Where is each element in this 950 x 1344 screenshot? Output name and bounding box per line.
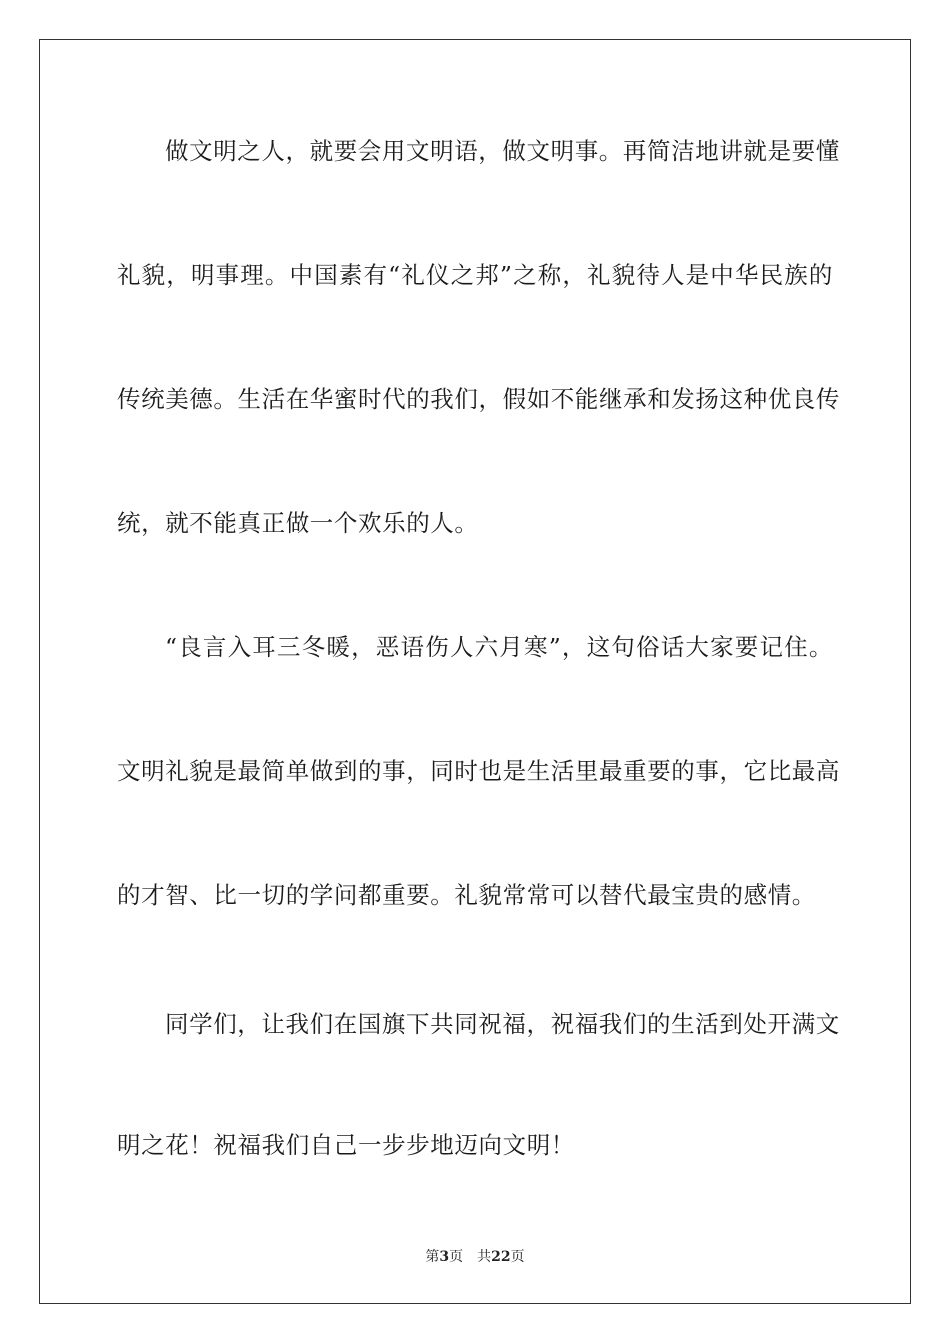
page-border <box>39 39 911 1304</box>
total-suffix: 页 <box>510 1249 525 1265</box>
paragraph-1-line-1: 做文明之人，就要会用文明语，做文明事。再简洁地讲就是要懂 <box>165 137 840 165</box>
page-suffix: 页 <box>449 1249 464 1265</box>
page-prefix: 第 <box>425 1249 440 1265</box>
page-number: 3 <box>439 1249 450 1265</box>
paragraph-1-line-2: 礼貌，明事理。中国素有“礼仪之邦”之称，礼貌待人是中华民族的 <box>117 261 833 289</box>
paragraph-1-line-3: 传统美德。生活在华蜜时代的我们，假如不能继承和发扬这种优良传 <box>117 385 840 413</box>
total-prefix: 共 <box>477 1249 492 1265</box>
paragraph-3-line-1: 同学们，让我们在国旗下共同祝福，祝福我们的生活到处开满文 <box>165 1010 840 1038</box>
page-footer <box>0 1248 950 1266</box>
paragraph-1-line-4: 统，就不能真正做一个欢乐的人。 <box>117 509 479 537</box>
paragraph-2-line-2: 文明礼貌是最简单做到的事，同时也是生活里最重要的事，它比最高 <box>117 757 840 785</box>
paragraph-2-line-1: “良言入耳三冬暖，恶语伤人六月寒”，这句俗话大家要记住。 <box>165 633 833 661</box>
paragraph-2-line-3: 的才智、比一切的学问都重要。礼貌常常可以替代最宝贵的感情。 <box>117 881 816 909</box>
total-pages: 22 <box>491 1249 511 1265</box>
paragraph-3-line-2: 明之花！祝福我们自己一步步地迈向文明！ <box>117 1131 575 1159</box>
